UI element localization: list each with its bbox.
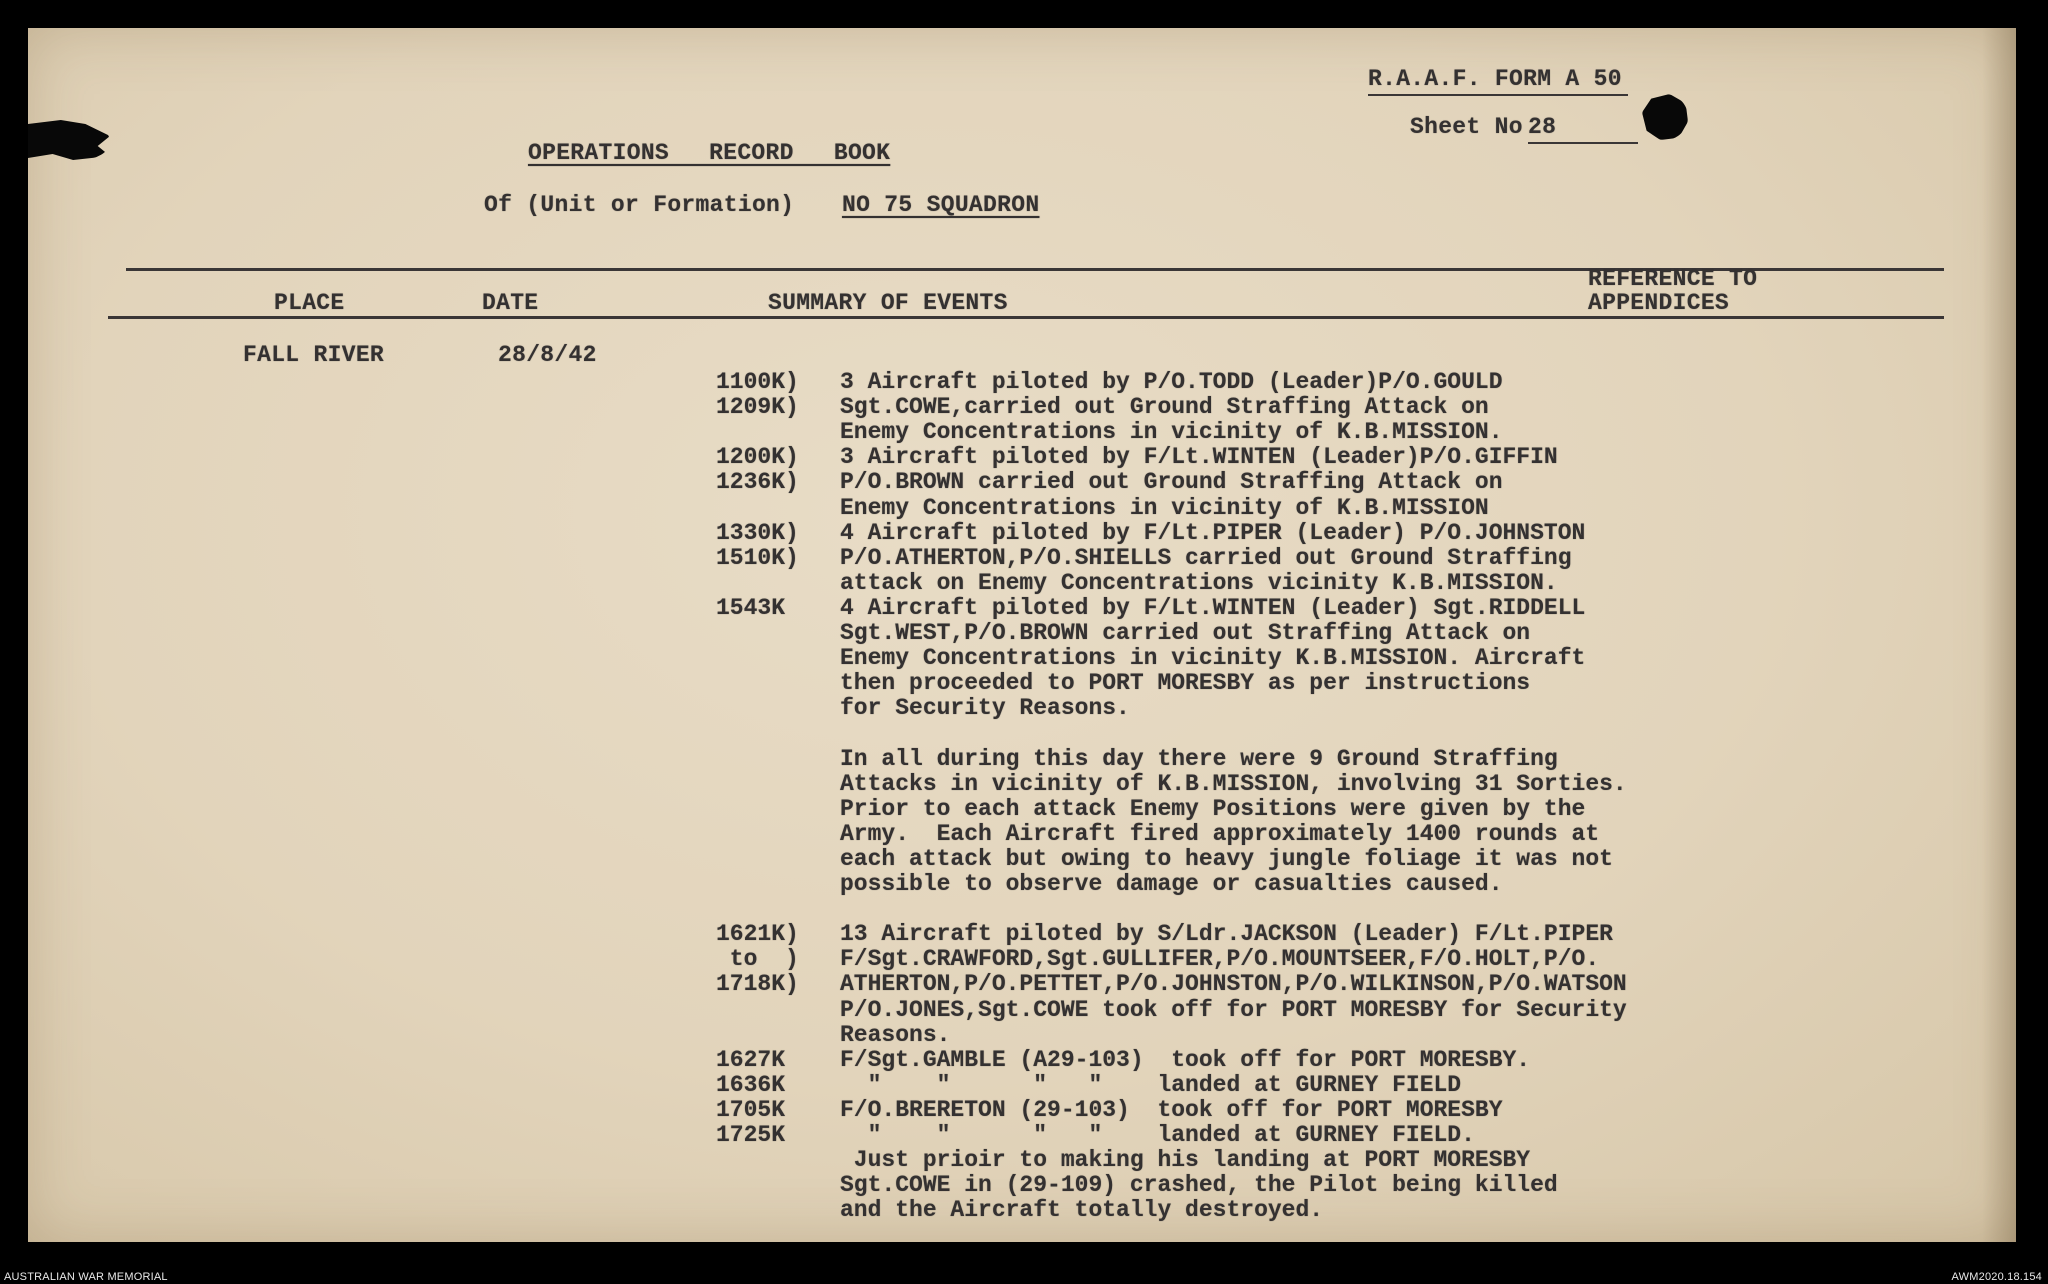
summary-line: " " " " landed at GURNEY FIELD: [840, 1071, 1462, 1098]
summary-line: Sgt.COWE,carried out Ground Straffing Attack on: [840, 394, 1489, 421]
summary-line: In all during this day there were 9 Ground Straffing: [840, 745, 1558, 772]
time-entry: 1725K: [716, 1122, 786, 1148]
column-header-summary: SUMMARY OF EVENTS: [768, 290, 1008, 316]
summary-line: for Security Reasons.: [840, 695, 1130, 722]
summary-line: 4 Aircraft piloted by F/Lt.PIPER (Leader) P/O.JOHNSTON: [840, 519, 1586, 546]
column-header-reference: REFERENCE TO: [1588, 266, 1758, 292]
summary-line: Reasons.: [840, 1021, 951, 1048]
column-header-appendices: APPENDICES: [1588, 290, 1730, 316]
summary-line: Prior to each attack Enemy Positions were given by the: [840, 795, 1586, 822]
summary-line: Sgt.COWE in (29-109) crashed, the Pilot being killed: [840, 1172, 1558, 1199]
sheet-label: Sheet No: [1410, 114, 1523, 140]
summary-line: P/O.ATHERTON,P/O.SHIELLS carried out Ground Straffing: [840, 544, 1572, 571]
summary-line: F/Sgt.CRAWFORD,Sgt.GULLIFER,P/O.MOUNTSEER,F/O.HOLT,P/O.: [840, 946, 1600, 973]
summary-line: F/O.BRERETON (29-103) took off for PORT MORESBY: [840, 1096, 1503, 1123]
summary-line: 3 Aircraft piloted by P/O.TODD (Leader)P/O.GOULD: [840, 369, 1503, 395]
summary-line: then proceeded to PORT MORESBY as per instructions: [840, 670, 1531, 697]
entry-date: 28/8/42: [498, 342, 597, 368]
entry-place: FALL RIVER: [243, 342, 385, 368]
time-entry: to ): [716, 946, 799, 973]
time-entry: 1636K: [716, 1071, 786, 1098]
time-entry: 1100K): [716, 369, 799, 395]
time-entry: 1200K): [716, 444, 799, 471]
summary-line: Enemy Concentrations in vicinity K.B.MISSION. Aircraft: [840, 645, 1586, 672]
time-entry: 1621K): [716, 921, 799, 948]
summary-line: P/O.JONES,Sgt.COWE took off for PORT MORESBY for Security: [840, 996, 1627, 1023]
summary-line: 3 Aircraft piloted by F/Lt.WINTEN (Leader)P/O.GIFFIN: [840, 444, 1558, 471]
unit-name: NO 75 SQUADRON: [842, 192, 1040, 218]
time-entry: 1236K): [716, 469, 799, 496]
form-label: R.A.A.F. FORM A 50: [1368, 66, 1622, 92]
footer-credit: AUSTRALIAN WAR MEMORIAL: [4, 1271, 168, 1283]
column-header-date: DATE: [482, 290, 539, 316]
punch-hole-left: [28, 120, 110, 160]
summary-line: possible to observe damage or casualties caused.: [840, 871, 1503, 897]
summary-line: Army. Each Aircraft fired approximately 1400 rounds at: [840, 820, 1600, 847]
sheet-number-underline: [1528, 142, 1638, 144]
book-title: OPERATIONS RECORD BOOK: [528, 140, 891, 166]
summary-line: F/Sgt.GAMBLE (A29-103) took off for PORT MORESBY.: [840, 1046, 1531, 1073]
summary-line: attack on Enemy Concentrations vicinity K.B.MISSION.: [840, 569, 1558, 596]
summary-line: Sgt.WEST,P/O.BROWN carried out Straffing Attack on: [840, 620, 1531, 646]
summary-line: P/O.BROWN carried out Ground Straffing Attack on: [840, 469, 1503, 496]
summary-line: 4 Aircraft piloted by F/Lt.WINTEN (Leader) Sgt.RIDDELL: [840, 594, 1586, 621]
time-entry: 1330K): [716, 519, 799, 546]
summary-line: 13 Aircraft piloted by S/Ldr.JACKSON (Leader) F/Lt.PIPER: [840, 921, 1613, 948]
summary-line: Attacks in vicinity of K.B.MISSION, involving 31 Sorties.: [840, 770, 1627, 797]
column-header-place: PLACE: [274, 290, 345, 316]
unit-label: Of (Unit or Formation): [484, 192, 795, 218]
footer-accession: AWM2020.18.154: [1951, 1271, 2042, 1283]
time-entry: 1543K: [716, 594, 786, 621]
summary-line: Enemy Concentrations in vicinity of K.B.MISSION: [840, 494, 1489, 521]
sheet-number: 28: [1528, 114, 1557, 140]
summary-line: Just prioir to making his landing at PORT MORESBY: [840, 1147, 1531, 1174]
time-entry: 1209K): [716, 394, 799, 421]
summary-line: and the Aircraft totally destroyed.: [840, 1197, 1324, 1224]
form-label-underline: [1368, 94, 1628, 96]
summary-line: each attack but owing to heavy jungle foliage it was not: [840, 845, 1613, 872]
table-rule-bottom: [108, 316, 1944, 319]
time-entry: 1705K: [716, 1096, 786, 1123]
time-entry: 1627K: [716, 1046, 786, 1073]
summary-line: " " " " landed at GURNEY FIELD.: [840, 1122, 1475, 1148]
punch-hole-right: [1642, 94, 1688, 140]
summary-line: ATHERTON,P/O.PETTET,P/O.JOHNSTON,P/O.WILKINSON,P/O.WATSON: [840, 971, 1627, 998]
time-entry: 1510K): [716, 544, 799, 571]
record-sheet: [28, 28, 2016, 1242]
time-entry: 1718K): [716, 971, 799, 998]
summary-line: Enemy Concentrations in vicinity of K.B.MISSION.: [840, 419, 1503, 446]
